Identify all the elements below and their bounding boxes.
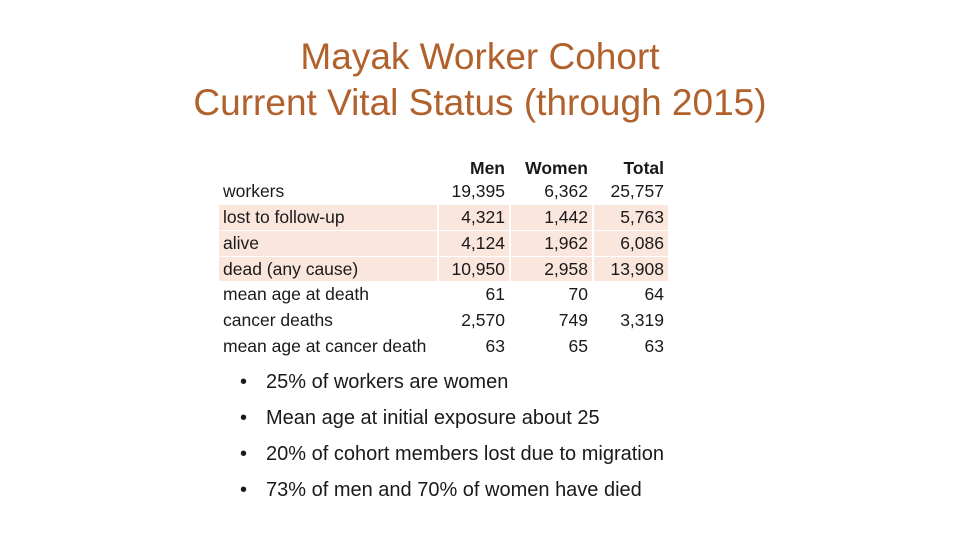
header-women: Women [525, 157, 588, 178]
table-row [219, 281, 668, 307]
table-row [219, 256, 668, 282]
cell-women: 1,962 [509, 230, 592, 256]
row-label: cancer deaths [219, 307, 437, 333]
slide-title [0, 34, 960, 126]
row-label: mean age at death [219, 281, 437, 307]
cell-men: 4,124 [437, 230, 509, 256]
row-label: alive [219, 230, 437, 256]
row-label: mean age at cancer death [219, 333, 437, 359]
cell-women: 6,362 [509, 179, 592, 204]
cell-women: 2,958 [509, 256, 592, 282]
cell-total: 63 [592, 333, 668, 359]
bullet-text: 25% of workers are women [266, 371, 509, 393]
table-row [219, 230, 668, 256]
bullet-icon: • [240, 443, 248, 465]
list-item [240, 366, 664, 402]
bullet-icon: • [240, 371, 248, 393]
summary-bullet-list [240, 366, 664, 510]
cell-total: 5,763 [592, 204, 668, 230]
table-row [219, 204, 668, 230]
cell-men: 61 [437, 281, 509, 307]
cell-women: 1,442 [509, 204, 592, 230]
header-label-column [219, 154, 437, 179]
cell-women: 749 [509, 307, 592, 333]
row-label: lost to follow-up [219, 204, 437, 230]
bullet-text: 73% of men and 70% of women have died [266, 479, 642, 501]
header-men: Men [470, 157, 505, 178]
row-label: dead (any cause) [219, 256, 437, 282]
cell-men: 63 [437, 333, 509, 359]
cell-women: 70 [509, 281, 592, 307]
cell-total: 64 [592, 281, 668, 307]
row-label: workers [223, 180, 285, 201]
table-row [219, 333, 668, 359]
list-item [240, 474, 664, 510]
bullet-icon: • [240, 479, 248, 501]
list-item [240, 438, 664, 474]
cell-total: 25,757 [592, 179, 668, 204]
header-total: Total [623, 157, 664, 178]
cell-total: 13,908 [592, 256, 668, 282]
cell-women: 65 [509, 333, 592, 359]
vital-status-table [219, 154, 668, 359]
slide-title-line-2: Current Vital Status (through 2015) [193, 82, 767, 123]
bullet-text: 20% of cohort members lost due to migration [266, 443, 664, 465]
cell-men: 4,321 [437, 204, 509, 230]
cell-men: 10,950 [437, 256, 509, 282]
cell-total: 3,319 [592, 307, 668, 333]
list-item [240, 402, 664, 438]
slide-title-line-1: Mayak Worker Cohort [300, 36, 660, 77]
cell-men: 2,570 [437, 307, 509, 333]
bullet-text: Mean age at initial exposure about 25 [266, 407, 600, 429]
table-row [219, 307, 668, 333]
cell-men: 19,395 [437, 179, 509, 204]
table-header-row [219, 154, 668, 179]
table-row [219, 179, 668, 204]
bullet-icon: • [240, 407, 248, 429]
cell-total: 6,086 [592, 230, 668, 256]
